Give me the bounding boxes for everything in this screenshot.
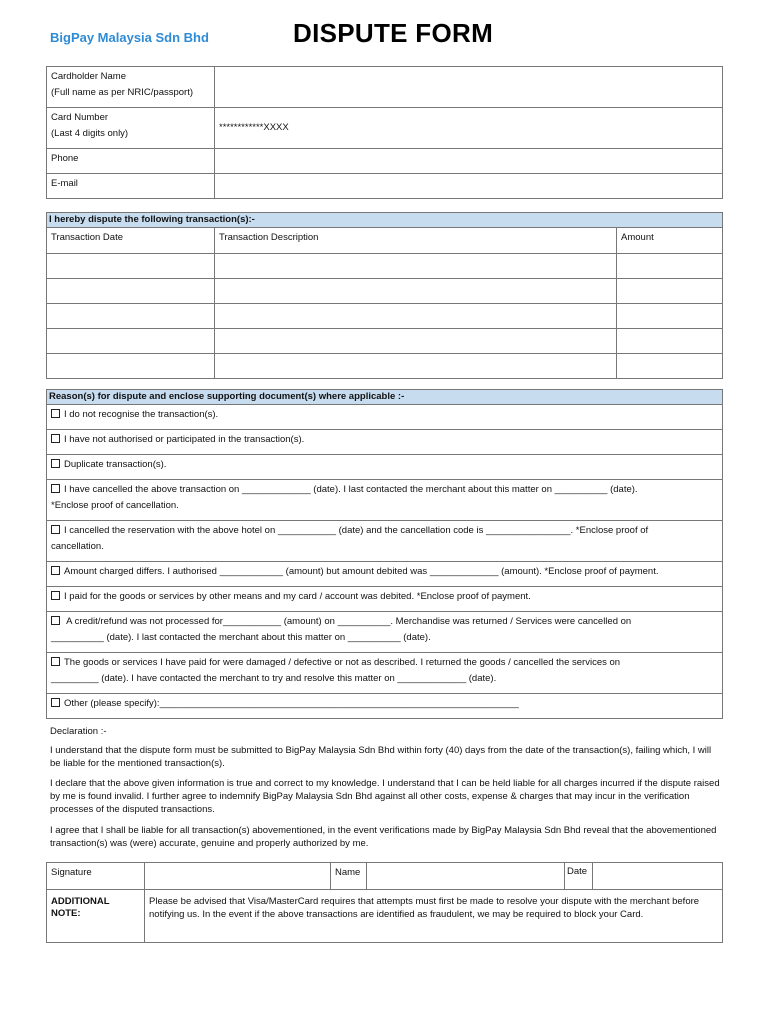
reasons-table bbox=[46, 389, 723, 719]
transactions-table bbox=[46, 212, 723, 379]
transaction-row bbox=[47, 354, 723, 379]
checkbox[interactable] bbox=[51, 616, 60, 625]
transaction-date-cell[interactable] bbox=[47, 329, 215, 354]
phone-label: Phone bbox=[47, 149, 215, 174]
transaction-row bbox=[47, 279, 723, 304]
col-transaction-date: Transaction Date bbox=[47, 228, 215, 254]
reason-label: Other (please specify):____________________________________________________________________ bbox=[64, 698, 519, 709]
reason-item bbox=[47, 455, 723, 480]
card-number-field[interactable]: ************XXXX bbox=[215, 108, 723, 149]
transactions-heading-row bbox=[47, 213, 723, 228]
note-row bbox=[47, 890, 723, 943]
transaction-row bbox=[47, 329, 723, 354]
email-label: E-mail bbox=[47, 174, 215, 199]
cardholder-name-label: Cardholder Name (Full name as per NRIC/passport) bbox=[47, 67, 215, 108]
reasons-heading: Reason(s) for dispute and enclose supporting document(s) where applicable :- bbox=[47, 390, 723, 405]
name-label: Name bbox=[331, 863, 367, 890]
transaction-date-cell[interactable] bbox=[47, 254, 215, 279]
transaction-amount-cell[interactable] bbox=[617, 329, 723, 354]
reason-label: The goods or services I have paid for were damaged / defective or not as described. I returned the goods / cancelled the services on bbox=[64, 657, 621, 668]
transactions-heading: I hereby dispute the following transaction(s):- bbox=[47, 213, 723, 228]
reason-label: I do not recognise the transaction(s). bbox=[64, 409, 219, 420]
reason-label: Amount charged differs. I authorised ____________ (amount) but amount debited was _____________ (amount). *Enclose proof of payment. bbox=[64, 566, 659, 577]
reason-label: I have not authorised or participated in the transaction(s). bbox=[64, 434, 305, 445]
transaction-amount-cell[interactable] bbox=[617, 354, 723, 379]
reason-item bbox=[47, 480, 723, 521]
signature-table bbox=[46, 862, 723, 943]
signature-label: Signature bbox=[47, 863, 145, 890]
transaction-row bbox=[47, 304, 723, 329]
checkbox[interactable] bbox=[51, 459, 60, 468]
email-field[interactable] bbox=[215, 174, 723, 199]
phone-row bbox=[47, 149, 723, 174]
transaction-description-cell[interactable] bbox=[215, 329, 617, 354]
checkbox[interactable] bbox=[51, 409, 60, 418]
transaction-date-cell[interactable] bbox=[47, 304, 215, 329]
email-row bbox=[47, 174, 723, 199]
transaction-amount-cell[interactable] bbox=[617, 279, 723, 304]
reason-label: A credit/refund was not processed for___________ (amount) on __________. Merchandise was returned / Services were cancelled on bbox=[64, 616, 632, 627]
card-number-row bbox=[47, 108, 723, 149]
transaction-date-cell[interactable] bbox=[47, 279, 215, 304]
reason-item bbox=[47, 653, 723, 694]
form-title: DISPUTE FORM bbox=[293, 18, 494, 48]
reason-item bbox=[47, 694, 723, 719]
reason-label-cont: cancellation. bbox=[51, 541, 104, 552]
cardholder-name-row bbox=[47, 67, 723, 108]
transaction-description-cell[interactable] bbox=[215, 354, 617, 379]
checkbox[interactable] bbox=[51, 434, 60, 443]
reason-label: I cancelled the reservation with the above hotel on ___________ (date) and the cancellation code is ________________. *Enclose proof of bbox=[64, 525, 649, 536]
transactions-header-row bbox=[47, 228, 723, 254]
transaction-description-cell[interactable] bbox=[215, 254, 617, 279]
checkbox[interactable] bbox=[51, 525, 60, 534]
checkbox[interactable] bbox=[51, 657, 60, 666]
reason-label-cont: *Enclose proof of cancellation. bbox=[51, 500, 179, 511]
additional-note-text: Please be advised that Visa/MasterCard requires that attempts must first be made to resolve your dispute with the merchant before notifying us. In the event if the above transactions are identified as fraudulent, we may be required to block your Card. bbox=[145, 890, 723, 943]
cardholder-table bbox=[46, 66, 723, 199]
card-number-label: Card Number (Last 4 digits only) bbox=[47, 108, 215, 149]
transaction-description-cell[interactable] bbox=[215, 279, 617, 304]
declaration-para-1: I understand that the dispute form must be submitted to BigPay Malaysia Sdn Bhd within forty (40) days from the date of the transaction(s), failing which, I will be liable for the mentioned transaction(s). bbox=[50, 745, 712, 769]
signature-field[interactable] bbox=[145, 863, 331, 890]
col-amount: Amount bbox=[617, 228, 723, 254]
declaration-para-3: I agree that I shall be liable for all transaction(s) abovementioned, in the event verifications made by BigPay Malaysia Sdn Bhd reveal that the abovementioned transaction(s) was (were) accurate, genuine and properly authorized by me. bbox=[50, 825, 717, 849]
reason-label-cont: __________ (date). I last contacted the merchant about this matter on __________ (date). bbox=[51, 632, 431, 643]
declaration-para-2: I declare that the above given information is true and correct to my knowledge. I understand that I can be held liable for all charges incurred if the dispute raised by me is found invalid. I further agree to indemnify BigPay Malaysia Sdn Bhd against all other costs, expense & charges that may incur in the verification processes of the disputed transactions. bbox=[50, 778, 720, 815]
reason-label: Duplicate transaction(s). bbox=[64, 459, 167, 470]
declaration-heading: Declaration :- bbox=[50, 726, 107, 737]
name-field[interactable] bbox=[367, 863, 565, 890]
phone-field[interactable] bbox=[215, 149, 723, 174]
transaction-date-cell[interactable] bbox=[47, 354, 215, 379]
transaction-amount-cell[interactable] bbox=[617, 304, 723, 329]
reason-item bbox=[47, 430, 723, 455]
checkbox[interactable] bbox=[51, 566, 60, 575]
reasons-heading-row bbox=[47, 390, 723, 405]
company-name: BigPay Malaysia Sdn Bhd bbox=[50, 30, 209, 45]
checkbox[interactable] bbox=[51, 591, 60, 600]
transaction-amount-cell[interactable] bbox=[617, 254, 723, 279]
reason-label: I paid for the goods or services by other means and my card / account was debited. *Enclose proof of payment. bbox=[64, 591, 531, 602]
transaction-description-cell[interactable] bbox=[215, 304, 617, 329]
reason-item bbox=[47, 405, 723, 430]
reason-item bbox=[47, 562, 723, 587]
date-label: Date bbox=[565, 863, 593, 890]
reason-item bbox=[47, 587, 723, 612]
checkbox[interactable] bbox=[51, 698, 60, 707]
signature-row bbox=[47, 863, 723, 890]
reason-item bbox=[47, 521, 723, 562]
additional-note-label: ADDITIONAL NOTE: bbox=[47, 890, 145, 943]
transaction-row bbox=[47, 254, 723, 279]
reason-item bbox=[47, 612, 723, 653]
checkbox[interactable] bbox=[51, 484, 60, 493]
cardholder-name-field[interactable] bbox=[215, 67, 723, 108]
col-transaction-description: Transaction Description bbox=[215, 228, 617, 254]
reason-label: I have cancelled the above transaction on _____________ (date). I last contacted the merchant about this matter on __________ (date). bbox=[64, 484, 638, 495]
reason-label-cont: _________ (date). I have contacted the merchant to try and resolve this matter on _____________ (date). bbox=[51, 673, 497, 684]
date-field[interactable] bbox=[593, 863, 723, 890]
